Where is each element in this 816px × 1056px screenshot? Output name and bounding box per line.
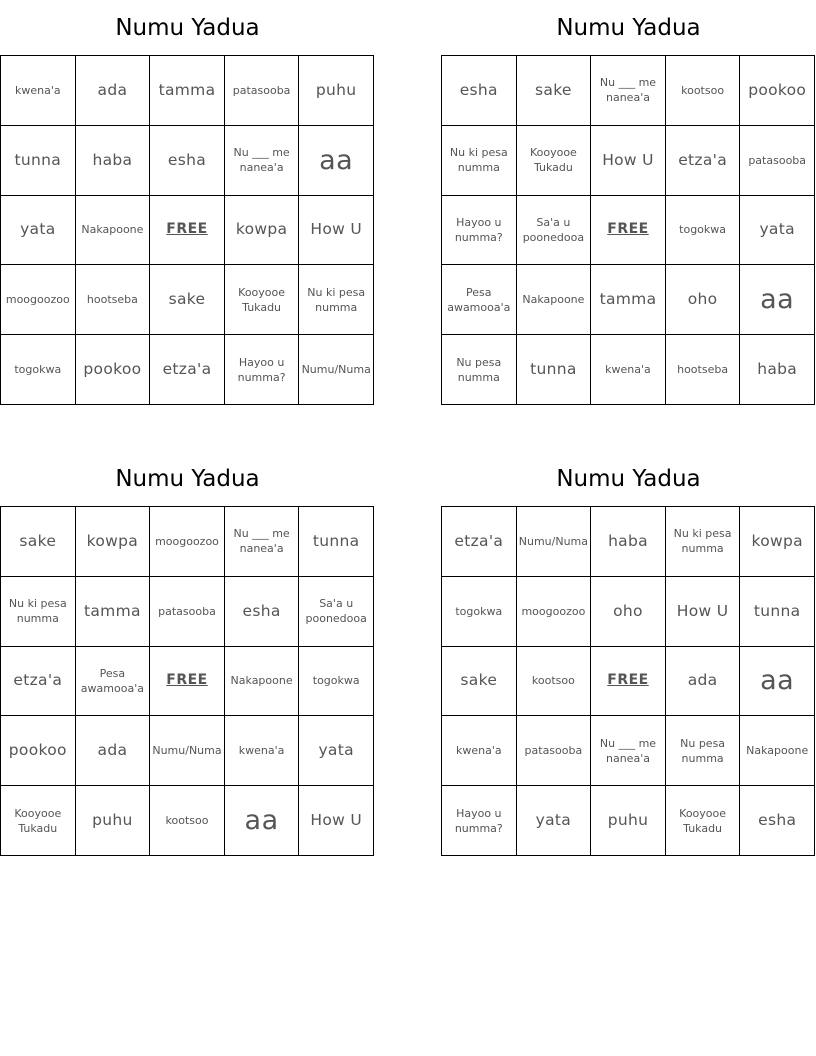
bingo-cell: hootseba (666, 335, 741, 405)
bingo-cell: tunna (517, 335, 592, 405)
bingo-cell: togokwa (1, 335, 76, 405)
bingo-cell: esha (740, 786, 815, 856)
bingo-cell: yata (299, 716, 374, 786)
bingo-cell: togokwa (666, 196, 741, 266)
bingo-cell: puhu (76, 786, 151, 856)
bingo-cell: Pesa awamooa'a (76, 647, 151, 717)
bingo-cell: aa (225, 786, 300, 856)
bingo-cell: tunna (1, 126, 76, 196)
bingo-cell: aa (740, 647, 815, 717)
card-title: Numu Yadua (556, 15, 701, 41)
bingo-cell: Nu pesa numma (442, 335, 517, 405)
card-title: Numu Yadua (115, 15, 260, 41)
bingo-cell: tamma (150, 56, 225, 126)
bingo-cell: kwena'a (591, 335, 666, 405)
bingo-cell: pookoo (740, 56, 815, 126)
bingo-cell: Nu ___ me nanea'a (225, 507, 300, 577)
bingo-cell: kootsoo (517, 647, 592, 717)
bingo-cell: Nu ki pesa numma (1, 577, 76, 647)
bingo-cell: kowpa (76, 507, 151, 577)
bingo-cell: ada (666, 647, 741, 717)
bingo-grid (0, 506, 374, 856)
bingo-cell: pookoo (76, 335, 151, 405)
bingo-cell: moogoozoo (1, 265, 76, 335)
bingo-cell: yata (1, 196, 76, 266)
bingo-cell: yata (740, 196, 815, 266)
bingo-grid (441, 55, 815, 405)
bingo-cell: kootsoo (150, 786, 225, 856)
bingo-cell: How U (299, 786, 374, 856)
bingo-cell: etza'a (1, 647, 76, 717)
bingo-cell: Pesa awamooa'a (442, 265, 517, 335)
bingo-cell: etza'a (150, 335, 225, 405)
bingo-cell: togokwa (299, 647, 374, 717)
bingo-cell: tamma (591, 265, 666, 335)
free-space-cell: FREE (150, 647, 225, 717)
bingo-cell: haba (591, 507, 666, 577)
bingo-cell: aa (299, 126, 374, 196)
bingo-cell: ada (76, 716, 151, 786)
bingo-cell: togokwa (442, 577, 517, 647)
bingo-cell: ada (76, 56, 151, 126)
bingo-cell: How U (299, 196, 374, 266)
free-space-cell: FREE (591, 196, 666, 266)
bingo-cell: pookoo (1, 716, 76, 786)
bingo-cell: esha (442, 56, 517, 126)
bingo-cell: Sa'a u poonedooa (299, 577, 374, 647)
bingo-cell: patasooba (225, 56, 300, 126)
bingo-cell: etza'a (666, 126, 741, 196)
free-space-cell: FREE (591, 647, 666, 717)
bingo-cell: kwena'a (1, 56, 76, 126)
bingo-cell: esha (150, 126, 225, 196)
bingo-cell: patasooba (740, 126, 815, 196)
bingo-cell: Nakapoone (517, 265, 592, 335)
bingo-cell: Nu ki pesa numma (666, 507, 741, 577)
bingo-cell: sake (150, 265, 225, 335)
bingo-cell: patasooba (150, 577, 225, 647)
bingo-cell: Nakapoone (76, 196, 151, 266)
bingo-cell: How U (591, 126, 666, 196)
bingo-cell: Kooyooe Tukadu (225, 265, 300, 335)
bingo-cell: Nu ___ me nanea'a (591, 716, 666, 786)
bingo-cell: oho (591, 577, 666, 647)
bingo-cell: etza'a (442, 507, 517, 577)
bingo-cell: Nu ___ me nanea'a (591, 56, 666, 126)
bingo-cell: Kooyooe Tukadu (1, 786, 76, 856)
bingo-cell: Kooyooe Tukadu (666, 786, 741, 856)
bingo-cell: Nu pesa numma (666, 716, 741, 786)
bingo-cell: aa (740, 265, 815, 335)
bingo-cell: How U (666, 577, 741, 647)
bingo-cell: sake (1, 507, 76, 577)
bingo-cell: Hayoo u numma? (442, 786, 517, 856)
bingo-cell: Nakapoone (740, 716, 815, 786)
bingo-cell: kowpa (740, 507, 815, 577)
bingo-cell: kowpa (225, 196, 300, 266)
free-space-cell: FREE (150, 196, 225, 266)
bingo-grid (0, 55, 374, 405)
bingo-cell: Numu/Numa (299, 335, 374, 405)
bingo-cell: yata (517, 786, 592, 856)
bingo-cell: kwena'a (225, 716, 300, 786)
card-title: Numu Yadua (115, 466, 260, 492)
bingo-cell: Hayoo u numma? (225, 335, 300, 405)
bingo-cell: kootsoo (666, 56, 741, 126)
bingo-cell: Nakapoone (225, 647, 300, 717)
bingo-cell: tunna (740, 577, 815, 647)
card-title: Numu Yadua (556, 466, 701, 492)
bingo-cell: tunna (299, 507, 374, 577)
bingo-cell: Nu ki pesa numma (442, 126, 517, 196)
bingo-cell: moogoozoo (517, 577, 592, 647)
bingo-cell: Kooyooe Tukadu (517, 126, 592, 196)
bingo-cell: Numu/Numa (517, 507, 592, 577)
bingo-cell: sake (442, 647, 517, 717)
bingo-cell: Hayoo u numma? (442, 196, 517, 266)
bingo-cell: sake (517, 56, 592, 126)
bingo-cell: haba (740, 335, 815, 405)
bingo-cell: Nu ___ me nanea'a (225, 126, 300, 196)
bingo-cell: puhu (591, 786, 666, 856)
bingo-cell: Nu ki pesa numma (299, 265, 374, 335)
bingo-cell: patasooba (517, 716, 592, 786)
bingo-cell: kwena'a (442, 716, 517, 786)
bingo-cell: oho (666, 265, 741, 335)
bingo-cell: Numu/Numa (150, 716, 225, 786)
bingo-cell: puhu (299, 56, 374, 126)
bingo-cell: Sa'a u poonedooa (517, 196, 592, 266)
bingo-cell: moogoozoo (150, 507, 225, 577)
bingo-cell: esha (225, 577, 300, 647)
bingo-grid (441, 506, 815, 856)
bingo-cell: haba (76, 126, 151, 196)
bingo-cell: hootseba (76, 265, 151, 335)
bingo-cell: tamma (76, 577, 151, 647)
